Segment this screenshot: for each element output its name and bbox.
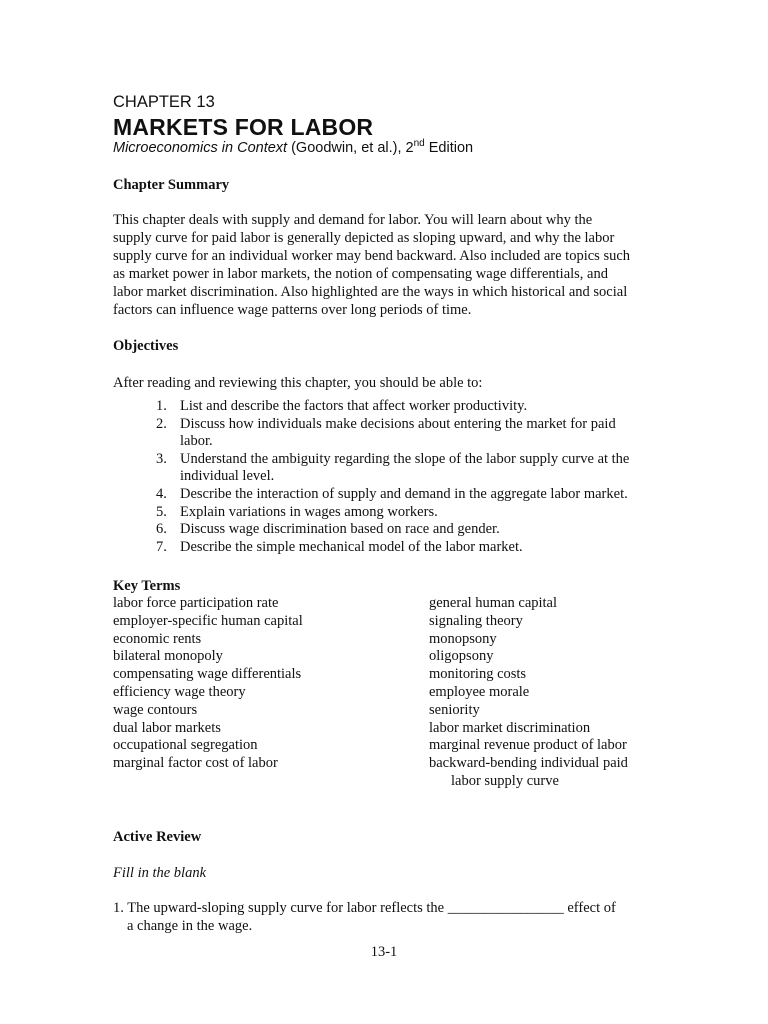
key-term: general human capital [429,595,558,611]
list-item [156,451,656,486]
key-term: compensating wage differentials [113,666,302,683]
key-term: economic rents [113,630,202,647]
key-term: dual labor markets [113,719,221,736]
item-text: Explain variations in wages among workers. [180,503,438,520]
item-text: Describe the simple mechanical model of the labor market. [180,538,523,555]
item-number: 7. [156,538,167,555]
key-term: backward-bending individual paid [429,755,628,772]
list-item [156,416,656,451]
objectives-list [156,398,656,556]
item-number: 4. [156,485,167,502]
list-item [156,521,656,539]
active-review-heading: Active Review [113,829,202,845]
item-text: individual level. [180,468,275,485]
key-term: occupational segregation [113,737,258,754]
fill-in-blank-subheading: Fill in the blank [113,865,207,881]
key-term: employee morale [429,683,530,700]
summary-line: supply curve for paid labor is generally depicted as sloping upward, and why the labor [113,230,615,246]
question-text-continued: a change in the wage. [127,918,253,934]
key-term: bilateral monopoly [113,648,223,665]
list-item [156,539,656,557]
key-term: wage contours [113,701,198,718]
summary-line: factors can influence wage patterns over long periods of time. [113,302,472,318]
item-text: List and describe the factors that affect worker productivity. [180,398,528,414]
list-item [156,486,656,504]
key-term: employer-specific human capital [113,612,303,629]
question-1 [113,899,653,935]
page-number: 13-1 [370,944,398,960]
item-number: 6. [156,521,167,538]
key-term: monitoring costs [429,666,527,683]
key-term: oligopsony [429,648,494,665]
key-term: signaling theory [429,612,523,629]
key-term: seniority [429,701,480,718]
summary-line: as market power in labor markets, the notion of compensating wage differentials, and [113,266,608,282]
key-term: labor market discrimination [429,719,591,736]
chapter-title: MARKETS FOR LABOR [113,114,374,140]
book-subtitle [113,140,473,156]
list-item [156,398,656,416]
item-number: 1. [156,398,167,414]
summary-line: labor market discrimination. Also highlighted are the ways in which historical and social [113,284,628,300]
key-terms-left-column [113,595,413,773]
key-term-continuation: labor supply curve [451,772,559,789]
book-title: Microeconomics in Context [113,140,288,156]
summary-heading: Chapter Summary [113,177,230,193]
summary-paragraph [113,211,658,319]
key-term: monopsony [429,630,497,647]
item-text: Discuss how individuals make decisions about entering the market for paid [180,415,616,432]
key-term: labor force participation rate [113,595,279,611]
chapter-label: CHAPTER 13 [113,93,215,111]
book-authors: (Goodwin, et al.), 2 [287,140,414,156]
item-number: 5. [156,503,167,520]
item-text: Describe the interaction of supply and demand in the aggregate labor market. [180,485,628,502]
question-text: 1. The upward-sloping supply curve for labor reflects the ________________ effect of [113,900,616,916]
objectives-heading: Objectives [113,338,179,354]
edition-superscript: nd [413,138,425,149]
summary-line: This chapter deals with supply and demand for labor. You will learn about why the [113,212,593,228]
item-number: 2. [156,415,167,432]
item-text: Understand the ambiguity regarding the slope of the labor supply curve at the [180,450,630,467]
item-number: 3. [156,450,167,467]
key-terms-right-column [429,595,729,791]
edition-word: Edition [424,140,474,156]
list-item [156,504,656,522]
key-term: marginal factor cost of labor [113,755,278,772]
summary-line: supply curve for an individual worker may bend backward. Also included are topics such [113,248,631,264]
objectives-intro: After reading and reviewing this chapter, you should be able to: [113,375,483,391]
item-text: Discuss wage discrimination based on race and gender. [180,521,500,538]
key-term: efficiency wage theory [113,683,246,700]
item-text: labor. [180,433,213,450]
key-terms-heading: Key Terms [113,578,181,594]
key-term: marginal revenue product of labor [429,737,627,754]
